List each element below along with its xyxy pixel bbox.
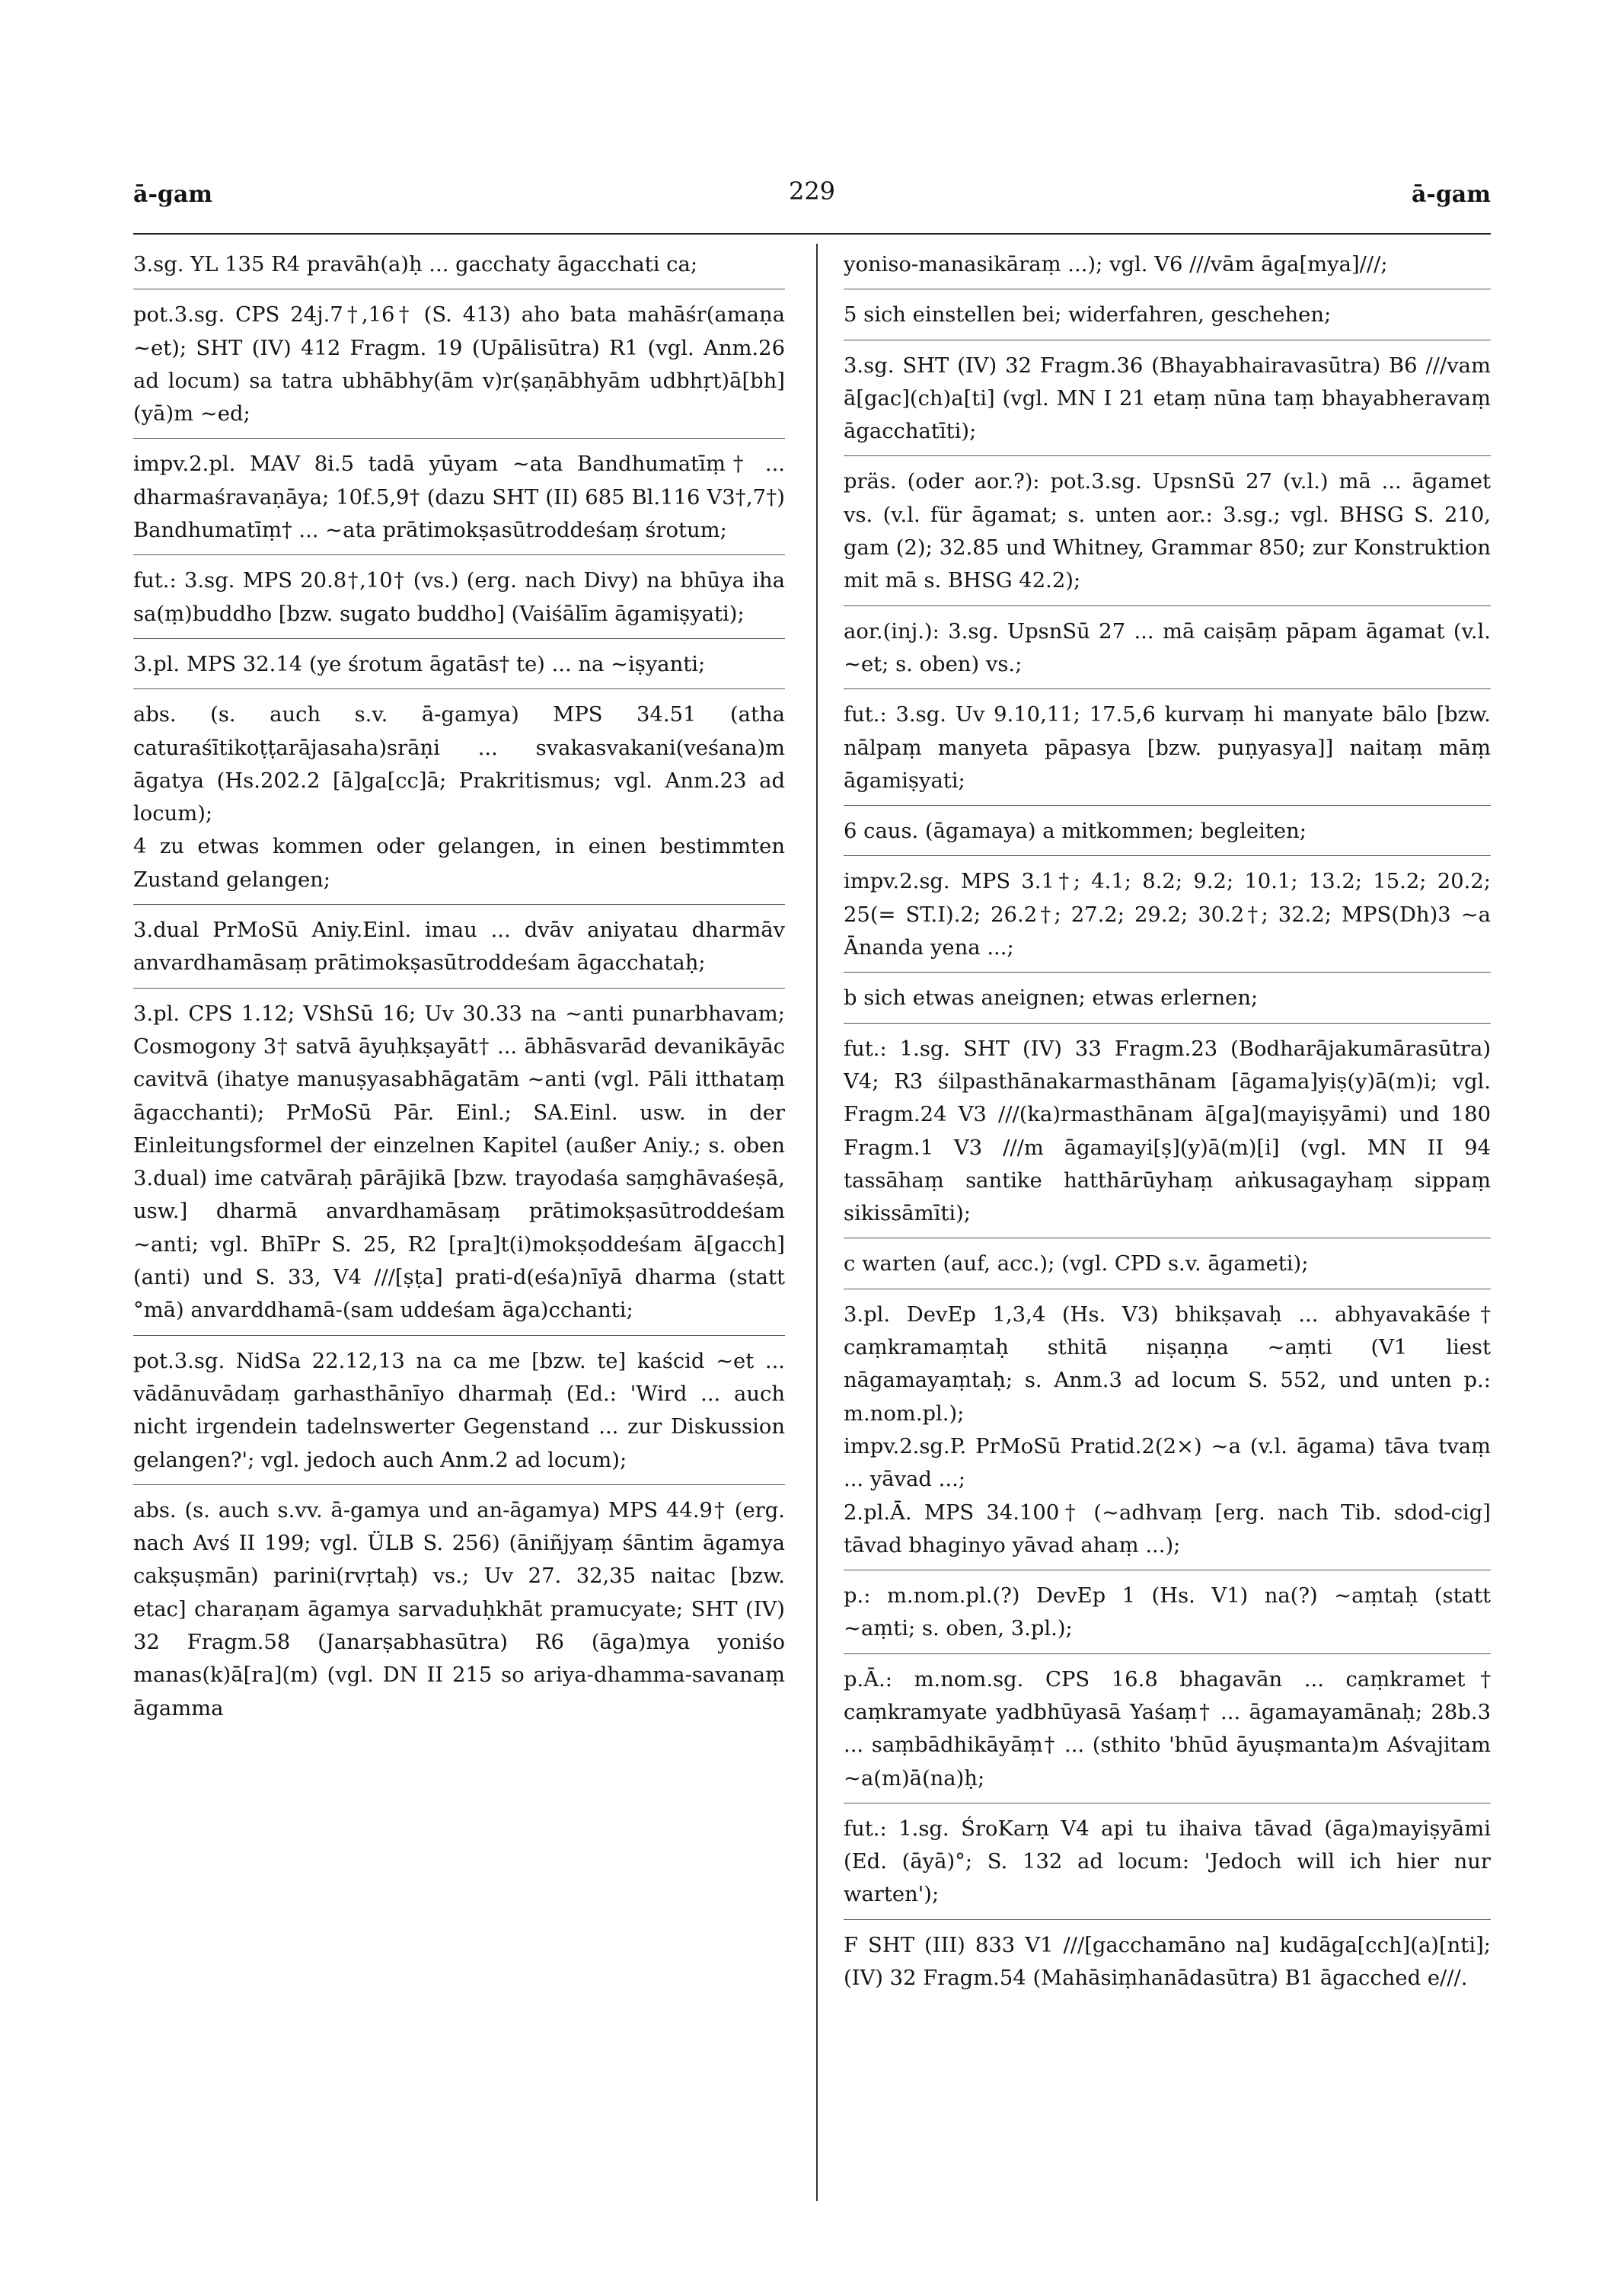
- dictionary-entry: 4 zu etwas kommen oder gelangen, in einen bestimmten Zustand gelangen;: [133, 835, 785, 892]
- entry-separator: [133, 904, 785, 905]
- entry-separator: [133, 988, 785, 989]
- entry-separator: [844, 855, 1491, 856]
- dictionary-entry: fut.: 3.sg. Uv 9.10,11; 17.5,6 kurvaṃ hi manyate bālo [bzw. nālpaṃ manyeta pāpasya [bzw. puṇyasya]] naitaṃ māṃ āgamiṣyati;: [844, 703, 1491, 793]
- dictionary-entry: p.: m.nom.pl.(?) DevEp 1 (Hs. V1) na(?) ~aṃtaḥ (statt ~aṃti; s. oben, 3.pl.);: [844, 1584, 1491, 1641]
- dictionary-entry: präs. (oder aor.?): pot.3.sg. UpsnSū 27 (v.l.) mā ... āgamet vs. (v.l. für āgamat; s. unten aor.: 3.sg.; vgl. BHSG S. 210, gam (2); 32.85 und Whitney, Grammar 850; zur Konstruktion mit mā s. BHSG 42.2);: [844, 470, 1491, 593]
- dictionary-entry: c warten (auf, acc.); (vgl. CPD s.v. āgameti);: [844, 1252, 1309, 1276]
- entry-separator: [844, 688, 1491, 689]
- dictionary-entry: 3.pl. MPS 32.14 (ye śrotum āgatās† te) ... na ~iṣyanti;: [133, 652, 706, 676]
- dictionary-entry: impv.2.pl. MAV 8i.5 tadā yūyam ~ata Bandhumatīṃ† ... dharmaśravaṇāya; 10f.5,9† (dazu SHT (II) 685 Bl.116 V3†,7†) Bandhumatīṃ† ... ~ata prātimokṣasūtroddeśaṃ śrotum;: [133, 452, 785, 543]
- dictionary-entry: impv.2.sg. MPS 3.1†; 4.1; 8.2; 9.2; 10.1; 13.2; 15.2; 20.2; 25(= ST.I).2; 26.2†; 27.2; 29.2; 30.2†; 32.2; MPS(Dh)3 ~a Ānanda yena ...;: [844, 870, 1491, 960]
- column-divider: [816, 244, 818, 2201]
- dictionary-entry: abs. (s. auch s.vv. ā-gamya und an-āgamya) MPS 44.9† (erg. nach Avś II 199; vgl. ÜLB S. 256) (āniñjyaṃ śāntim āgamya cakṣuṣmān) parini(rvṛtaḥ) vs.; Uv 27. 32,35 naitac [bzw. etac] charaṇam āgamya sarvaduḥkhāt pramucyate; SHT (IV) 32 Fragm.58 (Janarṣabhasūtra) R6 (āga)mya yoniśo manas(k)ā[ra](m) (vgl. DN II 215 so ariya-dhamma-savanaṃ āgamma: [133, 1498, 785, 1720]
- entry-separator: [844, 1919, 1491, 1920]
- dictionary-entry: aor.(inj.): 3.sg. UpsnSū 27 ... mā caiṣāṃ pāpam āgamat (v.l. ~et; s. oben) vs.;: [844, 619, 1491, 676]
- entry-separator: [844, 1653, 1491, 1654]
- dictionary-entry: impv.2.sg.P. PrMoSū Pratid.2(2×) ~a (v.l. āgama) tāva tvaṃ ... yāvad ...;: [844, 1434, 1491, 1492]
- page-header: [133, 174, 1491, 210]
- right-column: [844, 248, 1491, 2198]
- dictionary-entry: p.Ā.: m.nom.sg. CPS 16.8 bhagavān ... caṃkramet† caṃkramyate yadbhūyasā Yaśaṃ† ... āgamayamānaḥ; 28b.3 ... saṃbādhikāyāṃ† ... (sthito 'bhūd āyuṣmanta)m Aśvajitam ~a(m)ā(na)ḥ;: [844, 1667, 1491, 1791]
- entry-separator: [133, 688, 785, 689]
- header-rule: [133, 233, 1491, 235]
- dictionary-entry: fut.: 1.sg. SHT (IV) 33 Fragm.23 (Bodharājakumārasūtra) V4; R3 śilpasthānakarmasthānam [āgama]yiṣ(y)ā(m)i; vgl. Fragm.24 V3 ///(ka)rmasthānam ā[ga](mayiṣyāmi) und 180 Fragm.1 V3 ///m āgamayi[ṣ](y)ā(m)[i] (vgl. MN II 94 tassāhaṃ santike hatthārūyhaṃ aṅkusagayhaṃ sippaṃ sikissāmīti);: [844, 1037, 1491, 1226]
- header-right-headword: ā-gam: [1411, 181, 1491, 208]
- dictionary-entry: 3.dual PrMoSū Aniy.Einl. imau ... dvāv aniyatau dharmāv anvardhamāsaṃ prātimokṣasūtroddeśam āgacchataḥ;: [133, 918, 785, 976]
- entry-separator: [133, 554, 785, 555]
- entry-separator: [844, 1023, 1491, 1024]
- entry-separator: [844, 455, 1491, 456]
- entry-separator: [844, 805, 1491, 806]
- dictionary-entry: 3.pl. CPS 1.12; VShSū 16; Uv 30.33 na ~anti punarbhavam; Cosmogony 3† satvā āyuḥkṣayāt† ... ābhāsvarād devanikāyāc cavitvā (ihatye manuṣyasabhāgatām ~anti (vgl. Pāli itthataṃ āgacchanti); PrMoSū Pār. Einl.; SA.Einl. usw. in der Einleitungsformel der einzelnen Kapitel (außer Aniy.; s. oben 3.dual) ime catvāraḥ pārājikā [bzw. trayodaśa saṃghāvaśeṣā, usw.] dharmā anvardhamāsaṃ prātimokṣasūtroddeśam ~anti; vgl. BhīPr S. 25, R2 [pra]t(i)mokṣoddeśam ā[gacch](anti) und S. 33, V4 ///[ṣṭa] prati-d(eśa)nīyā dharma (statt °mā) anvarddhamā-(sam uddeśam āga)cchanti;: [133, 1002, 785, 1323]
- entry-separator: [133, 1484, 785, 1485]
- dictionary-entry: 6 caus. (āgamaya) a mitkommen; begleiten;: [844, 819, 1307, 844]
- dictionary-entry: fut.: 3.sg. MPS 20.8†,10† (vs.) (erg. nach Divy) na bhūya iha sa(ṃ)buddho [bzw. sugato buddho] (Vaiśālīm āgamiṣyati);: [133, 569, 785, 626]
- header-left-headword: ā-gam: [133, 181, 213, 208]
- dictionary-entry: pot.3.sg. NidSa 22.12,13 na ca me [bzw. te] kaścid ~et ... vādānuvādaṃ garhasthānīyo dharmaḥ (Ed.: 'Wird ... auch nicht irgendein tadelnswerter Gegenstand ... zur Diskussion gelangen?'; vgl. jedoch auch Anm.2 ad locum);: [133, 1349, 785, 1472]
- dictionary-entry: b sich etwas aneignen; etwas erlernen;: [844, 986, 1259, 1011]
- dictionary-entry: 3.sg. YL 135 R4 pravāh(a)ḥ ... gacchaty āgacchati ca;: [133, 253, 698, 276]
- dictionary-entry: 5 sich einstellen bei; widerfahren, geschehen;: [844, 303, 1332, 327]
- dictionary-entry: yoniso-manasikāraṃ ...); vgl. V6 ///vām āga[mya]///;: [844, 253, 1388, 276]
- entry-separator: [844, 605, 1491, 606]
- dictionary-entry: 2.pl.Ā. MPS 34.100† (~adhvaṃ [erg. nach Tib. sdod-cig] tāvad bhaginyo yāvad ahaṃ ...);: [844, 1500, 1491, 1557]
- page-number: 229: [788, 177, 836, 206]
- entry-separator: [844, 972, 1491, 973]
- left-column: [133, 248, 785, 2198]
- dictionary-entry: F SHT (III) 833 V1 ///[gacchamāno na] kudāga[cch](a)[nti]; (IV) 32 Fragm.54 (Mahāsiṃhanādasūtra) B1 āgacched e///.: [844, 1933, 1491, 1991]
- dictionary-entry: 3.pl. DevEp 1,3,4 (Hs. V3) bhikṣavaḥ ... abhyavakāśe† caṃkramaṃtaḥ sthitā niṣaṇṇa ~aṃti (V1 liest nāgamayaṃtaḥ; s. Anm.3 ad locum S. 552, und unten p.: m.nom.pl.);: [844, 1302, 1491, 1426]
- dictionary-entry: fut.: 1.sg. ŚroKarṇ V4 api tu ihaiva tāvad (āga)mayiṣyāmi (Ed. (āyā)°; S. 132 ad locum: 'Jedoch will ich hier nur warten');: [844, 1816, 1491, 1907]
- entry-separator: [133, 438, 785, 439]
- entry-separator: [133, 638, 785, 639]
- dictionary-entry: abs. (s. auch s.v. ā-gamya) MPS 34.51 (atha caturaśītikoṭṭarājasaha)srāṇi ... svakasvakani(veśana)m āgatya (Hs.202.2 [ā]ga[cc]ā; Prakritismus; vgl. Anm.23 ad locum);: [133, 703, 785, 826]
- dictionary-entry: pot.3.sg. CPS 24j.7†,16† (S. 413) aho bata mahāśr(amaṇa ~et); SHT (IV) 412 Fragm. 19 (Upālisūtra) R1 (vgl. Anm.26 ad locum) sa tatra ubhābhy(ām v)r(ṣaṇābhyām udbhṛt)ā[bh](yā)m ~ed;: [133, 303, 785, 426]
- entry-separator: [133, 1335, 785, 1336]
- dictionary-entry: 3.sg. SHT (IV) 32 Fragm.36 (Bhayabhairavasūtra) B6 ///vam ā[gac](ch)a[ti] (vgl. MN I 21 etaṃ nūna taṃ bhayabheravaṃ āgacchatīti);: [844, 353, 1491, 444]
